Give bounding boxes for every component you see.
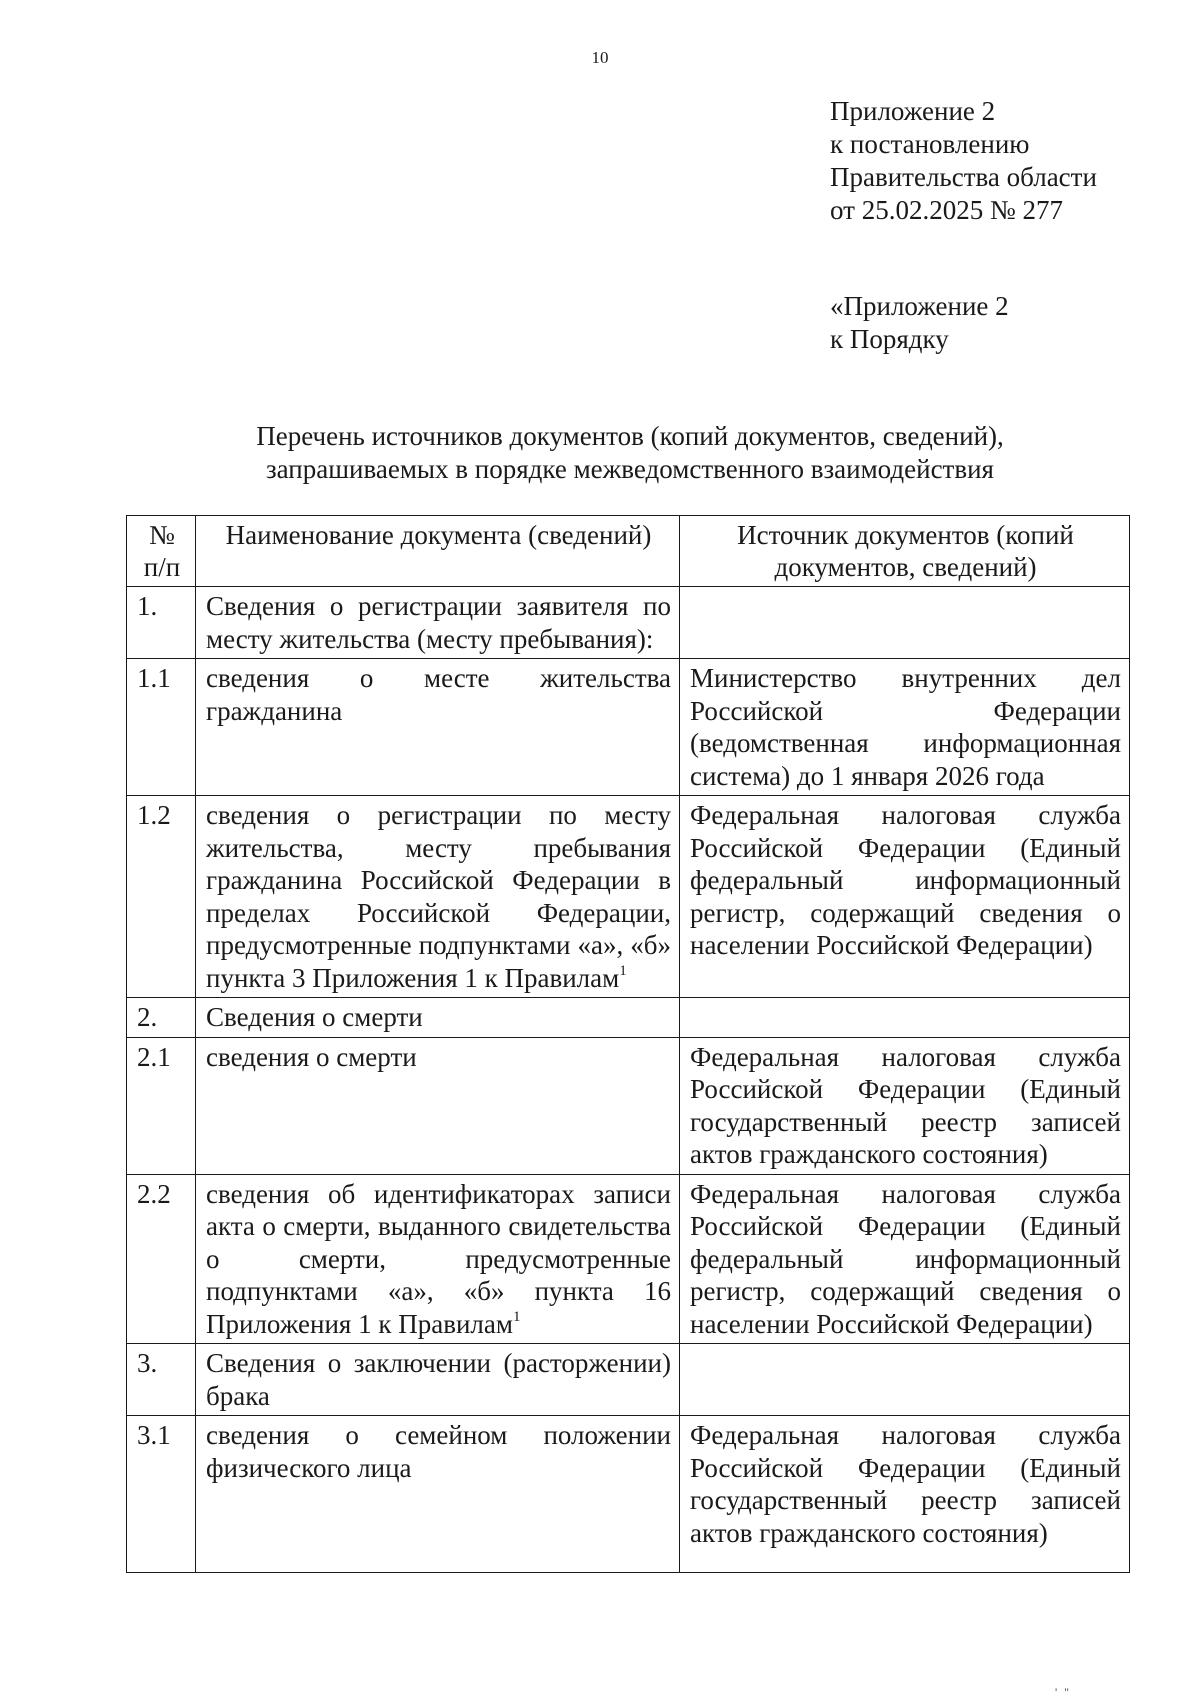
row-document-source: [680, 998, 1130, 1038]
row-document-name: [196, 1416, 680, 1573]
footnote-marker: 1: [619, 962, 627, 979]
row-document-name-text: Сведения о заключении (расторжении) брака: [206, 1348, 671, 1411]
row-document-name-text: сведения о семейном положении физического лица: [206, 1420, 671, 1483]
row-number: 2.2: [127, 1174, 196, 1344]
row-document-name: [196, 1344, 680, 1416]
scan-corner-mark: ' ": [1055, 1685, 1072, 1699]
footnote-marker: 1: [512, 1308, 521, 1325]
header-number-symbol: №: [149, 520, 175, 550]
row-document-name-text: Сведения о смерти: [206, 1002, 423, 1032]
row-document-name-text: сведения о смерти: [206, 1041, 417, 1072]
appendix-header-line: Приложение 2: [830, 96, 996, 126]
table-row: [127, 659, 1130, 796]
appendix-quote: [830, 290, 1009, 356]
table-row: [127, 1416, 1130, 1573]
header-number: [127, 516, 196, 587]
table-row: [127, 1037, 1130, 1174]
row-number: 3.: [127, 1344, 196, 1416]
table-row: [127, 587, 1130, 659]
row-document-source: Министерство внутренних дел Российской Федерации (ведомственная информационная система) до 1 января 2026 года: [680, 659, 1130, 796]
row-document-source: Федеральная налоговая служба Российской Федерации (Единый государственный реестр записей актов гражданского состояния): [680, 1037, 1130, 1174]
table-header-row: [127, 516, 1130, 587]
header-document-name: Наименование документа (сведений): [196, 516, 680, 587]
table-row: [127, 796, 1130, 998]
table-row: [127, 998, 1130, 1038]
table-body: [127, 587, 1130, 1573]
appendix-header: [830, 95, 1097, 227]
appendix-header-line: от 25.02.2025 № 277: [830, 195, 1063, 225]
header-number-abbr: п/п: [143, 552, 181, 582]
document-title-line-1: Перечень источников документов (копий документов, сведений),: [256, 421, 1004, 451]
appendix-quote-line: к Порядку: [830, 324, 949, 354]
row-document-name: [196, 998, 680, 1038]
row-document-name-text: Сведения о регистрации заявителя по месту жительства (месту пребывания):: [206, 591, 671, 654]
appendix-header-line: Правительства области: [830, 162, 1097, 192]
page-number: 10: [591, 48, 609, 67]
row-document-name: [196, 1037, 680, 1174]
row-number: 1.1: [127, 659, 196, 796]
row-document-source: [680, 1344, 1130, 1416]
row-number: 1.2: [127, 796, 196, 998]
table-row: [127, 1174, 1130, 1344]
row-number: 2.: [127, 998, 196, 1038]
row-document-source: Федеральная налоговая служба Российской Федерации (Единый федеральный информационный регистр, содержащий сведения о населении Российской Федерации): [680, 1174, 1130, 1344]
row-document-name: [196, 796, 680, 998]
table-row: [127, 1344, 1130, 1416]
row-number: 3.1: [127, 1416, 196, 1573]
row-number: 1.: [127, 587, 196, 659]
row-document-name-text: сведения об идентификаторах записи акта о смерти, выданного свидетельства о смерти, предусмотренные подпунктами «а», «б» пункта 16 Приложения 1 к Правилам: [206, 1178, 671, 1339]
row-document-source: Федеральная налоговая служба Российской Федерации (Единый федеральный информационный регистр, содержащий сведения о населении Российской Федерации): [680, 796, 1130, 998]
row-number: 2.1: [127, 1037, 196, 1174]
appendix-header-line: к постановлению: [830, 129, 1030, 159]
row-document-source: [680, 587, 1130, 659]
header-document-source: Источник документов (копий документов, сведений): [680, 516, 1130, 587]
row-document-name: [196, 1174, 680, 1344]
appendix-quote-line: «Приложение 2: [830, 291, 1009, 321]
row-document-source: Федеральная налоговая служба Российской Федерации (Единый государственный реестр записей актов гражданского состояния): [680, 1416, 1130, 1573]
document-title-line-2: запрашиваемых в порядке межведомственного взаимодействия: [266, 454, 994, 484]
row-document-name-text: сведения о регистрации по месту жительства, месту пребывания гражданина Российской Федерации в пределах Российской Федерации, предусмотренные подпунктами «а», «б» пункта 3 Приложения 1 к Правилам: [206, 800, 671, 993]
document-title: [130, 420, 1130, 486]
sources-table: [126, 515, 1130, 1573]
row-document-name: [196, 587, 680, 659]
row-document-name-text: сведения о месте жительства гражданина: [206, 663, 671, 726]
row-document-name: [196, 659, 680, 796]
